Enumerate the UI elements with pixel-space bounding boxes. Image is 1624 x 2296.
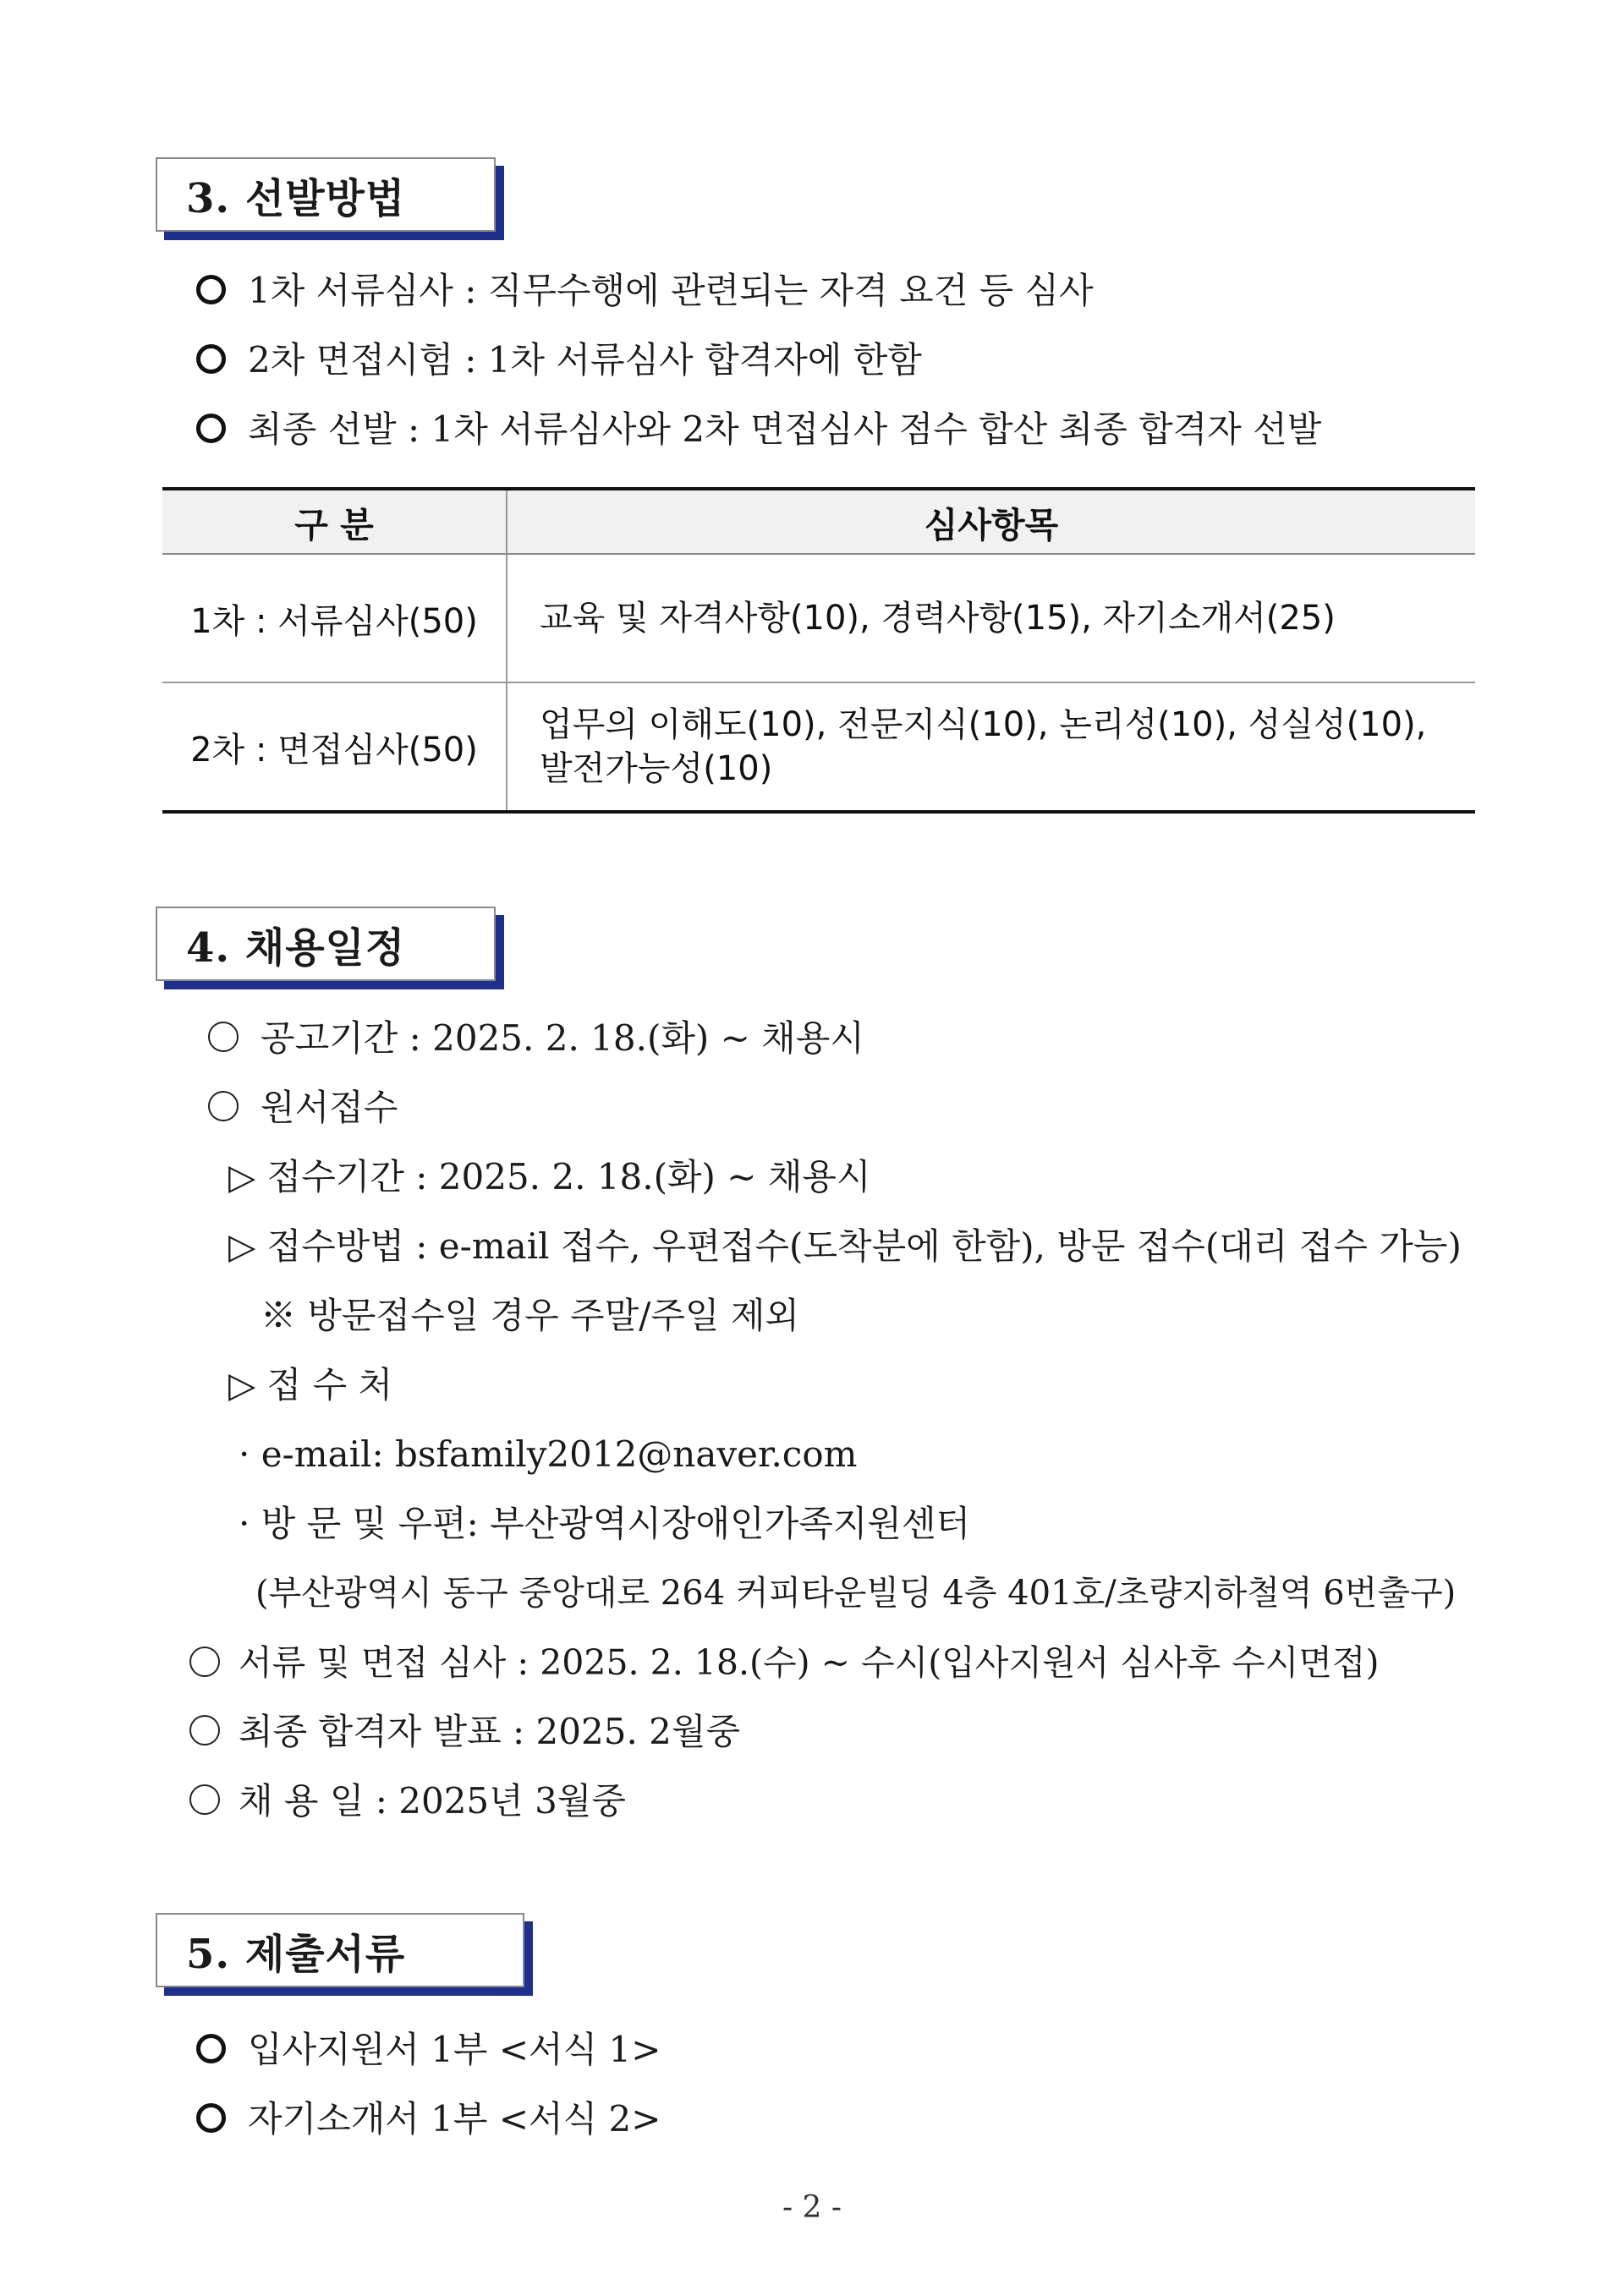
document-item-2: 자기소개서 1부 <서식 2> bbox=[196, 2096, 661, 2143]
table-row bbox=[162, 554, 1475, 682]
section4-heading-text: 4. 채용일정 bbox=[186, 923, 406, 972]
notice-period: 공고기간 : 2025. 2. 18.(화) ~ 채용시 bbox=[208, 1015, 864, 1062]
table-header-criteria: 심사항목 bbox=[507, 489, 1475, 554]
visit-note: ※ 방문접수일 경우 주말/주일 제외 bbox=[261, 1295, 799, 1336]
ring-bullet-icon bbox=[196, 414, 226, 443]
receipt-place: ▷ 접 수 처 bbox=[228, 1364, 393, 1406]
circle-bullet-icon bbox=[208, 1091, 239, 1121]
table-cell-criteria: 교육 및 자격사항(10), 경력사항(15), 자기소개서(25) bbox=[507, 554, 1475, 682]
section5-heading-text: 5. 제출서류 bbox=[186, 1930, 406, 1978]
section3-heading-text: 3. 선발방법 bbox=[186, 174, 406, 222]
table-cell-stage: 2차 : 면접심사(50) bbox=[162, 682, 507, 812]
application-label: 원서접수 bbox=[208, 1084, 398, 1132]
section3-item-3: 최종 선발 : 1차 서류심사와 2차 면접심사 점수 합산 최종 합격자 선발 bbox=[196, 406, 1321, 453]
ring-bullet-icon bbox=[196, 2103, 226, 2133]
final-announcement: 최종 합격자 발표 : 2025. 2월중 bbox=[189, 1708, 740, 1756]
section5-heading bbox=[156, 1913, 524, 1987]
table-cell-stage: 1차 : 서류심사(50) bbox=[162, 554, 507, 682]
ring-bullet-icon bbox=[196, 2034, 226, 2063]
receipt-method: ▷ 접수방법 : e-mail 접수, 우편접수(도착분에 한함), 방문 접수(대리 접수 가능) bbox=[228, 1225, 1462, 1267]
table-header-stage: 구 분 bbox=[162, 489, 507, 554]
page-number: - 2 - bbox=[782, 2190, 842, 2225]
receipt-visit-mail: · 방 문 및 우편: 부산광역시장애인가족지원센터 bbox=[239, 1503, 971, 1544]
table-row bbox=[162, 682, 1475, 812]
circle-bullet-icon bbox=[208, 1022, 239, 1052]
evaluation-table bbox=[162, 487, 1475, 814]
receipt-email: · e-mail: bsfamily2012@naver.com bbox=[239, 1433, 858, 1475]
circle-bullet-icon bbox=[189, 1715, 220, 1745]
document-item-1: 입사지원서 1부 <서식 1> bbox=[196, 2026, 661, 2074]
section4-heading bbox=[156, 907, 496, 981]
receipt-period: ▷ 접수기간 : 2025. 2. 18.(화) ~ 채용시 bbox=[228, 1156, 871, 1197]
hire-date: 채 용 일 : 2025년 3월중 bbox=[189, 1778, 626, 1825]
ring-bullet-icon bbox=[196, 344, 226, 374]
section3-item-2: 2차 면접시험 : 1차 서류심사 합격자에 한함 bbox=[196, 337, 922, 384]
section3-heading bbox=[156, 157, 496, 232]
ring-bullet-icon bbox=[196, 275, 226, 304]
circle-bullet-icon bbox=[189, 1784, 220, 1815]
table-cell-criteria: 업무의 이해도(10), 전문지식(10), 논리성(10), 성실성(10), 발전가능성(10) bbox=[507, 682, 1475, 812]
review-schedule: 서류 및 면접 심사 : 2025. 2. 18.(수) ~ 수시(입사지원서 심사후 수시면접) bbox=[189, 1639, 1380, 1686]
receipt-address: (부산광역시 동구 중앙대로 264 커피타운빌딩 4층 401호/초량지하철역 6번출구) bbox=[255, 1574, 1457, 1613]
table-header-row bbox=[162, 489, 1475, 554]
circle-bullet-icon bbox=[189, 1647, 220, 1677]
section3-item-1: 1차 서류심사 : 직무수행에 관련되는 자격 요건 등 심사 bbox=[196, 267, 1094, 315]
